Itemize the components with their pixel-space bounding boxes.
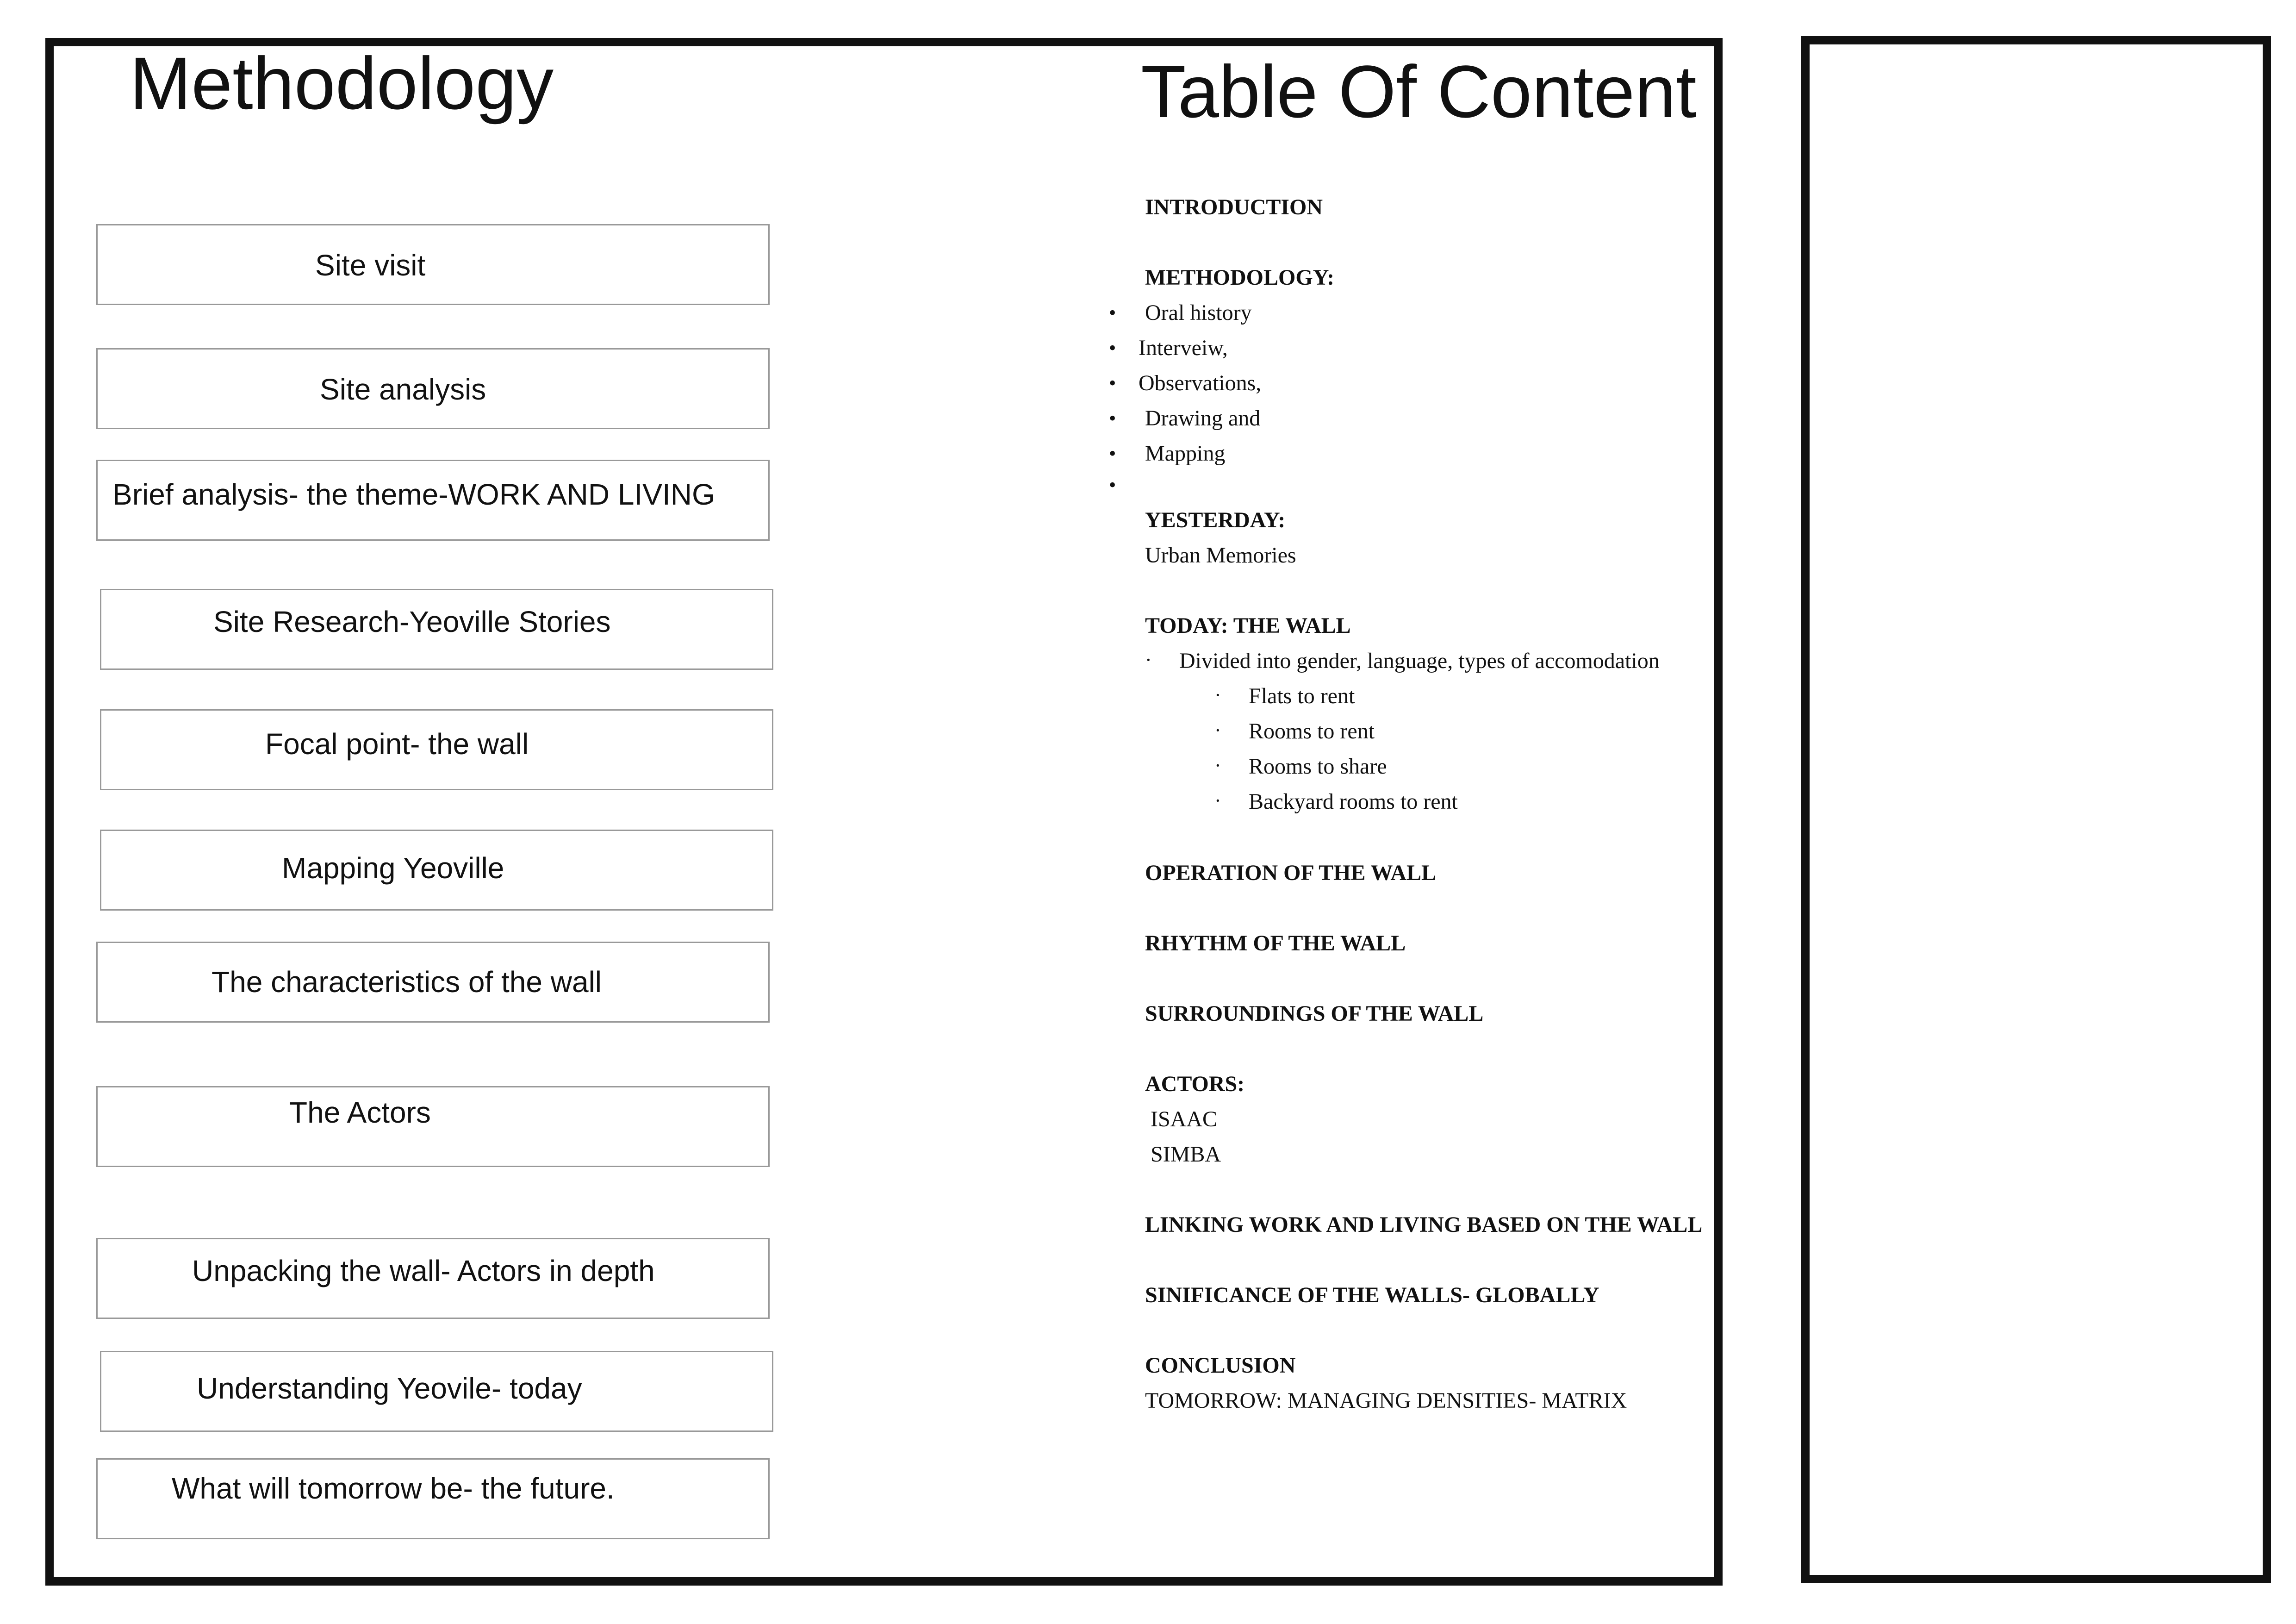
middot-icon: ·: [1214, 719, 1221, 742]
toc-today-subitem: Backyard rooms to rent: [1249, 789, 1458, 814]
methodology-box-mapping-yeoville: [100, 830, 773, 911]
methodology-box-brief-analysis: [96, 460, 770, 541]
toc-introduction: INTRODUCTION: [1145, 195, 1323, 219]
toc-conclusion: CONCLUSION: [1145, 1353, 1296, 1378]
side-page-frame: [1801, 36, 2271, 1583]
toc-today-subitem: Rooms to rent: [1249, 719, 1375, 743]
methodology-box-site-research: [100, 589, 773, 670]
table-of-content-title: Table Of Content: [1141, 50, 1697, 133]
methodology-box-characteristics: [96, 942, 770, 1023]
toc-today-heading: TODAY: THE WALL: [1145, 613, 1351, 638]
toc-operation: OPERATION OF THE WALL: [1145, 861, 1437, 885]
toc-methodology-item: Drawing and: [1145, 406, 1261, 431]
methodology-box-label: The characteristics of the wall: [212, 965, 602, 999]
methodology-box-tomorrow: [96, 1458, 770, 1539]
bullet-icon: •: [1109, 442, 1116, 465]
toc-methodology-item: Oral history: [1145, 300, 1252, 325]
toc-today-subitem: Rooms to share: [1249, 754, 1387, 779]
toc-methodology-item: Interveiw,: [1139, 336, 1228, 360]
methodology-box-label: What will tomorrow be- the future.: [172, 1472, 615, 1505]
methodology-box-understanding: [100, 1351, 773, 1432]
middot-icon: ·: [1214, 789, 1221, 812]
bullet-icon: •: [1109, 301, 1116, 324]
methodology-box-label: Brief analysis- the theme-WORK AND LIVING: [112, 478, 715, 511]
methodology-box-label: Mapping Yeoville: [282, 851, 504, 885]
bullet-icon: •: [1109, 372, 1116, 394]
methodology-box-unpacking: [96, 1238, 770, 1319]
methodology-box-label: Understanding Yeovile- today: [197, 1372, 582, 1405]
methodology-box-label: Focal point- the wall: [265, 727, 529, 761]
toc-methodology-item: Observations,: [1139, 371, 1262, 395]
methodology-box-site-visit: [96, 224, 770, 305]
methodology-box-site-analysis: [96, 348, 770, 429]
methodology-title: Methodology: [130, 42, 554, 125]
middot-icon: ·: [1145, 649, 1152, 671]
methodology-box-label: Unpacking the wall- Actors in depth: [192, 1254, 655, 1287]
toc-actors-heading: ACTORS:: [1145, 1072, 1245, 1096]
bullet-icon: •: [1109, 337, 1116, 359]
middot-icon: ·: [1214, 754, 1221, 777]
toc-methodology-item: Mapping: [1145, 441, 1226, 466]
bullet-icon: •: [1109, 474, 1116, 496]
toc-today-subitem: Flats to rent: [1249, 684, 1355, 708]
bullet-icon: •: [1109, 407, 1116, 430]
methodology-box-actors: [96, 1086, 770, 1167]
toc-significance: SINIFICANCE OF THE WALLS- GLOBALLY: [1145, 1283, 1599, 1307]
middot-icon: ·: [1214, 684, 1221, 706]
toc-yesterday-item: Urban Memories: [1145, 543, 1296, 568]
methodology-box-label: The Actors: [289, 1096, 431, 1129]
toc-rhythm: RHYTHM OF THE WALL: [1145, 931, 1406, 956]
toc-surroundings: SURROUNDINGS OF THE WALL: [1145, 1001, 1484, 1026]
toc-linking: LINKING WORK AND LIVING BASED ON THE WALL: [1145, 1212, 1703, 1237]
toc-yesterday-heading: YESTERDAY:: [1145, 508, 1286, 532]
methodology-box-label: Site Research-Yeoville Stories: [213, 605, 611, 638]
toc-actor-item: ISAAC: [1151, 1107, 1218, 1131]
methodology-box-focal-point: [100, 709, 773, 790]
toc-tomorrow: TOMORROW: MANAGING DENSITIES- MATRIX: [1145, 1388, 1627, 1413]
toc-actor-item: SIMBA: [1151, 1142, 1221, 1167]
methodology-box-label: Site visit: [315, 249, 426, 282]
toc-methodology-heading: METHODOLOGY:: [1145, 265, 1334, 290]
methodology-box-label: Site analysis: [320, 373, 486, 406]
toc-today-item: Divided into gender, language, types of accomodation: [1179, 649, 1660, 673]
